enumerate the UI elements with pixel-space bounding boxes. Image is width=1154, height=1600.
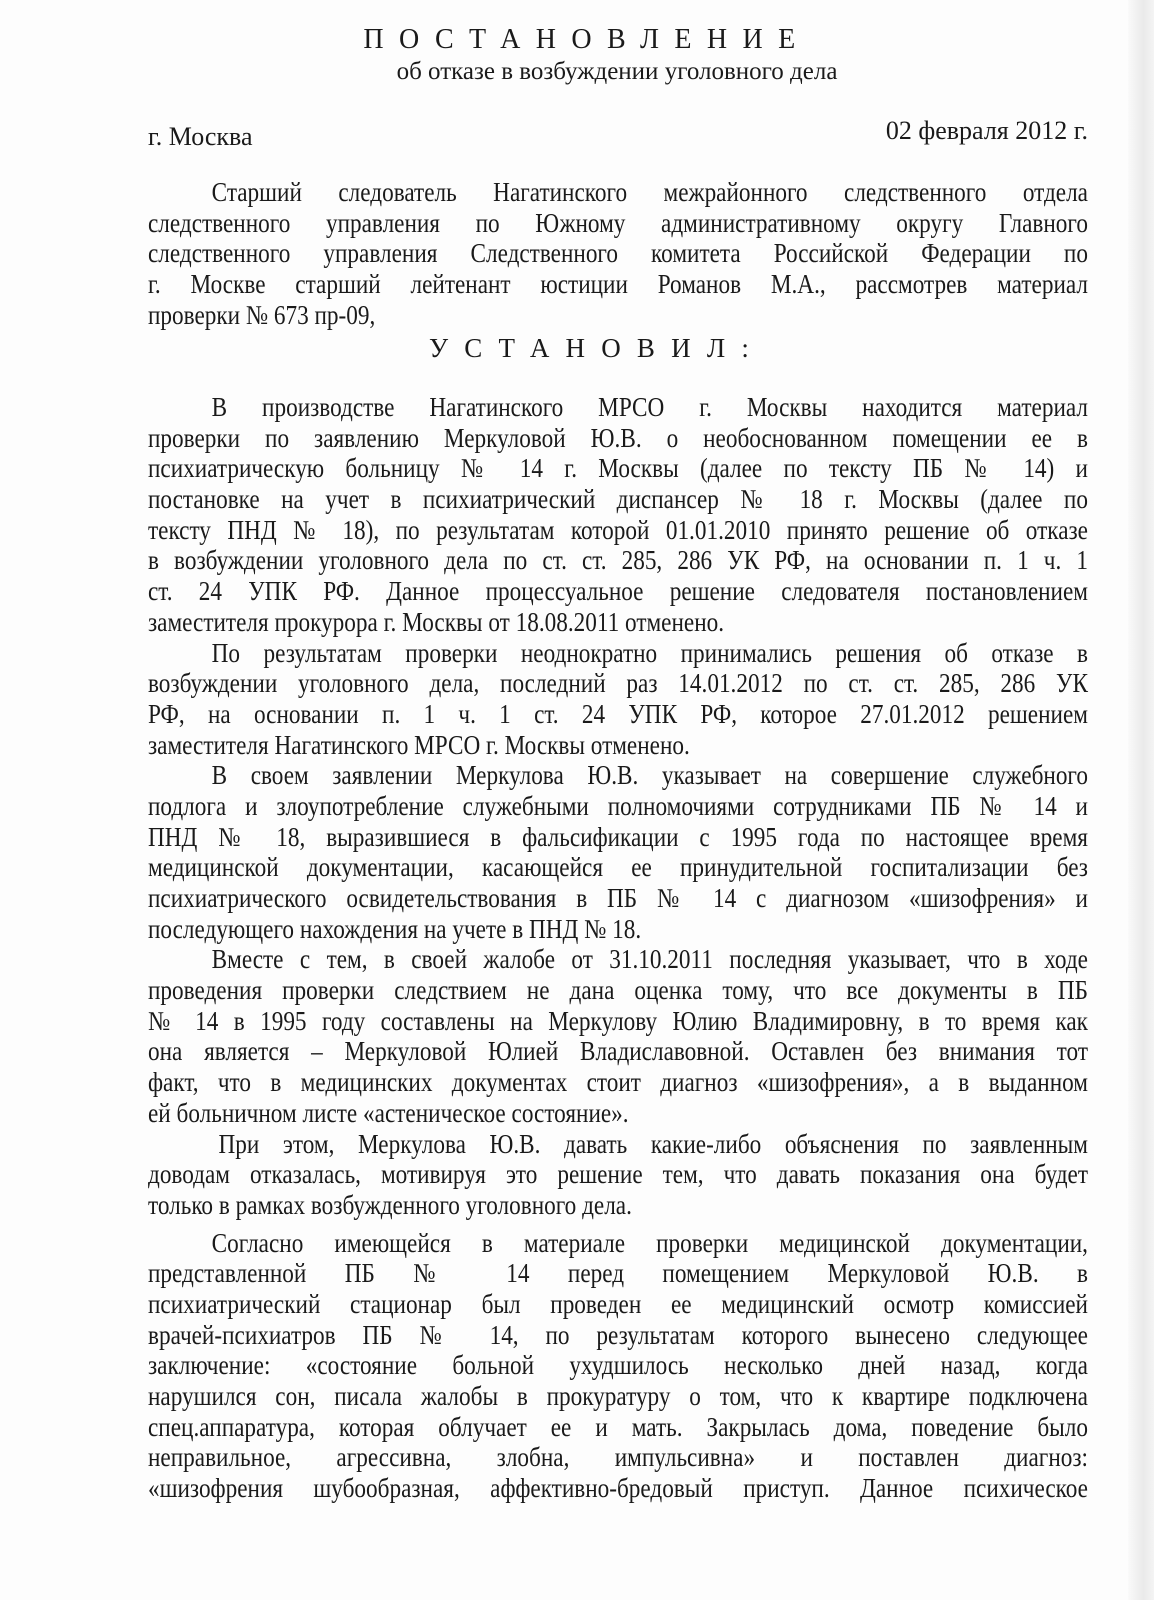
text-line: в возбуждении уголовного дела по ст. ст. 285, 286 УК РФ, на основании п. 1 ч. 1 [148, 545, 1088, 576]
document-date: 02 февраля 2012 г. [885, 116, 1088, 145]
text-line: ПНД № 18, выразившиеся в фальсификации с 1995 года по настоящее время [148, 821, 1088, 852]
text-line: Согласно имеющейся в материале проверки медицинской документации, [211, 1227, 1088, 1258]
paragraph-1 [148, 392, 1088, 638]
text-line: По результатам проверки неоднократно принимались решения об отказе в [211, 637, 1088, 668]
text-line: «шизофрения шубообразная, аффективно-бредовый приступ. Данное психическое [148, 1473, 1088, 1504]
text-line: В своем заявлении Меркулова Ю.В. указывает на совершение служебного [211, 760, 1088, 791]
text-line: проведения проверки следствием не дана оценка тому, что все документы в ПБ [148, 975, 1088, 1006]
text-line: последующего нахождения на учете в ПНД № 18. [148, 913, 642, 944]
document-title: ПОСТАНОВЛЕНИЕ [363, 24, 811, 55]
text-line: следственного управления по Южному административному округу Главного [148, 207, 1088, 238]
text-line: Старший следователь Нагатинского межрайонного следственного отдела [211, 177, 1088, 207]
text-line: возбуждении уголовного дела, последний раз 14.01.2012 по ст. ст. 285, 286 УК [148, 668, 1088, 699]
text-line: ей больничном листе «астеническое состояние». [148, 1097, 629, 1128]
text-line: ст. 24 УПК РФ. Данное процессуальное решение следователя постановлением [148, 576, 1088, 607]
text-line: подлога и злоупотребление служебными полномочиями сотрудниками ПБ № 14 и [148, 790, 1088, 821]
text-line: врачей-психиатров ПБ № 14, по результатам которого вынесено следующее [148, 1319, 1088, 1350]
text-line: доводам отказалась, мотивируя это решение тем, что давать показания она будет [148, 1159, 1088, 1190]
text-line: заместителя прокурора г. Москвы от 18.08.2011 отменено. [148, 606, 725, 637]
text-line: медицинской документации, касающейся ее принудительной госпитализации без [148, 852, 1088, 883]
text-line: представленной ПБ № 14 перед помещением Меркуловой Ю.В. в [148, 1258, 1088, 1289]
paragraph-5 [148, 1129, 1088, 1221]
text-line: психиатрический стационар был проведен ее медицинский осмотр комиссией [148, 1288, 1088, 1319]
city: г. Москва [148, 122, 253, 151]
text-line: только в рамках возбужденного уголовного дела. [148, 1189, 632, 1220]
text-line: Вместе с тем, в своей жалобе от 31.10.2011 последняя указывает, что в ходе [211, 944, 1088, 975]
text-line: проверки № 673 пр-09, [148, 299, 376, 330]
text-line: При этом, Меркулова Ю.В. давать какие-либо объяснения по заявленным [218, 1128, 1088, 1159]
established-heading: УСТАНОВИЛ: [428, 333, 766, 363]
text-line: факт, что в медицинских документах стоит диагноз «шизофрения», а в выданном [148, 1067, 1088, 1098]
document-subtitle: об отказе в возбуждении уголовного дела [396, 58, 838, 85]
document-body [148, 392, 1088, 1504]
scan-edge [1128, 0, 1154, 1600]
text-line: психиатрического освидетельствования в ПБ № 14 с диагнозом «шизофрения» и [148, 883, 1088, 913]
paragraph-4 [148, 944, 1088, 1128]
text-line: заместителя Нагатинского МРСО г. Москвы отменено. [148, 729, 690, 760]
text-line: следственного управления Следственного комитета Российской Федерации по [148, 238, 1088, 269]
text-line: неправильное, агрессивна, злобна, импульсивна» и поставлен диагноз: [148, 1442, 1088, 1473]
text-line: РФ, на основании п. 1 ч. 1 ст. 24 УПК РФ, которое 27.01.2012 решением [148, 698, 1088, 729]
text-line: г. Москве старший лейтенант юстиции Романов М.А., рассмотрев материал [148, 269, 1088, 300]
text-line: № 14 в 1995 году составлены на Меркулову Юлию Владимировну, в то время как [148, 1005, 1088, 1036]
text-line: проверки по заявлению Меркуловой Ю.В. о необоснованном помещении ее в [148, 422, 1088, 453]
paragraph-2 [148, 638, 1088, 761]
text-line: заключение: «состояние больной ухудшилось несколько дней назад, когда [148, 1350, 1088, 1381]
text-line: постановке на учет в психиатрический диспансер № 18 г. Москвы (далее по [148, 484, 1088, 515]
text-line: спец.аппаратура, которая облучает ее и мать. Закрылась дома, поведение было [148, 1411, 1088, 1442]
text-line: тексту ПНД № 18), по результатам которой 01.01.2010 принято решение об отказе [148, 514, 1088, 545]
intro-paragraph [148, 177, 1088, 330]
paragraph-3 [148, 760, 1088, 944]
text-line: В производстве Нагатинского МРСО г. Москвы находится материал [211, 392, 1088, 422]
text-line: психиатрическую больницу № 14 г. Москвы (далее по тексту ПБ № 14) и [148, 453, 1088, 484]
text-line: она является – Меркуловой Юлией Владиславовной. Оставлен без внимания тот [148, 1036, 1088, 1067]
text-line: нарушился сон, писала жалобы в прокуратуру о том, что к квартире подключена [148, 1381, 1088, 1411]
paragraph-6 [148, 1228, 1088, 1504]
